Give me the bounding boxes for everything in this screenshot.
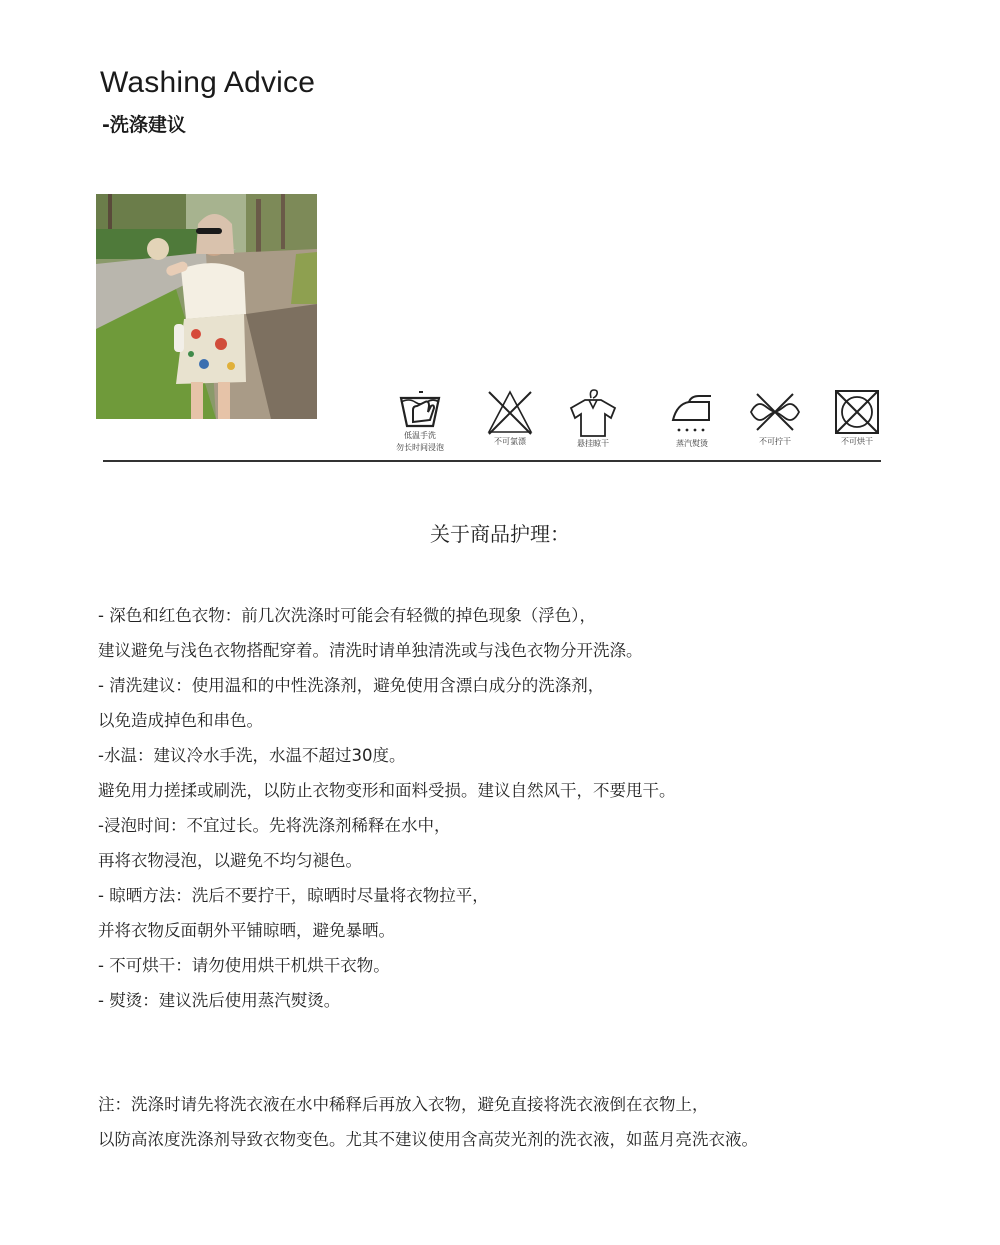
- care-line: 以免造成掉色和串色。: [98, 711, 263, 730]
- care-line: 再将衣物浸泡，以避免不均匀褪色。: [98, 851, 362, 870]
- care-symbol-no-tumble-dry: [817, 388, 897, 448]
- steam-iron-icon: [665, 388, 719, 438]
- section-divider: [103, 460, 881, 462]
- care-line: - 不可烘干：请勿使用烘干机烘干衣物。: [98, 956, 390, 975]
- note-line: 注：洗涤时请先将洗衣液在水中稀释后再放入衣物，避免直接将洗衣液倒在衣物上，: [98, 1095, 709, 1114]
- icon-caption-line: 不可拧干: [759, 437, 791, 446]
- note-line: 以防高浓度洗涤剂导致衣物变色。尤其不建议使用含高荧光剂的洗衣液，如蓝月亮洗衣液。: [98, 1130, 758, 1149]
- care-line: -浸泡时间：不宜过长。先将洗涤剂稀释在水中，: [98, 816, 451, 835]
- icon-caption-line: 不可氯漂: [494, 437, 526, 446]
- icon-caption-line: 蒸汽熨烫: [676, 439, 708, 448]
- no-wring-icon: [747, 388, 803, 436]
- page-title: Washing Advice: [100, 66, 316, 99]
- icon-caption-line: 勿长时间浸泡: [396, 443, 444, 452]
- hang-dry-icon: [567, 388, 619, 438]
- no-tumble-dry-icon: [833, 388, 881, 436]
- care-line: - 清洗建议：使用温和的中性洗涤剂，避免使用含漂白成分的洗涤剂，: [98, 676, 605, 695]
- care-line: -水温：建议冷水手洗，水温不超过30度。: [98, 746, 406, 765]
- care-title: 关于商品护理：: [430, 522, 570, 546]
- care-line: 建议避免与浅色衣物搭配穿着。清洗时请单独清洗或与浅色衣物分开洗涤。: [98, 641, 643, 660]
- no-bleach-icon: [485, 388, 535, 436]
- care-instructions: [98, 598, 676, 1018]
- care-symbol-hand-wash: [380, 388, 460, 454]
- icon-caption-line: 悬挂晾干: [577, 439, 609, 448]
- care-symbol-hang-dry: [553, 388, 633, 450]
- washing-note: [98, 1087, 758, 1157]
- care-symbol-no-wring: [735, 388, 815, 448]
- icon-caption-line: 低温手洗: [404, 431, 436, 440]
- care-symbol-steam-iron: [652, 388, 732, 450]
- icon-caption-line: 不可烘干: [841, 437, 873, 446]
- care-line: 并将衣物反面朝外平铺晾晒，避免暴晒。: [98, 921, 395, 940]
- care-line: - 晾晒方法：洗后不要拧干，晾晒时尽量将衣物拉平，: [98, 886, 489, 905]
- care-line: - 熨烫：建议洗后使用蒸汽熨烫。: [98, 991, 341, 1010]
- model-photo: [96, 194, 317, 419]
- page-subtitle: -洗涤建议: [102, 114, 186, 136]
- care-symbol-no-bleach: [470, 388, 550, 448]
- care-line: - 深色和红色衣物：前几次洗涤时可能会有轻微的掉色现象（浮色），: [98, 606, 596, 625]
- care-line: 避免用力搓揉或刷洗，以防止衣物变形和面料受损。建议自然风干，不要甩干。: [98, 781, 676, 800]
- hand-wash-icon: [397, 388, 443, 430]
- care-symbols: [380, 388, 885, 463]
